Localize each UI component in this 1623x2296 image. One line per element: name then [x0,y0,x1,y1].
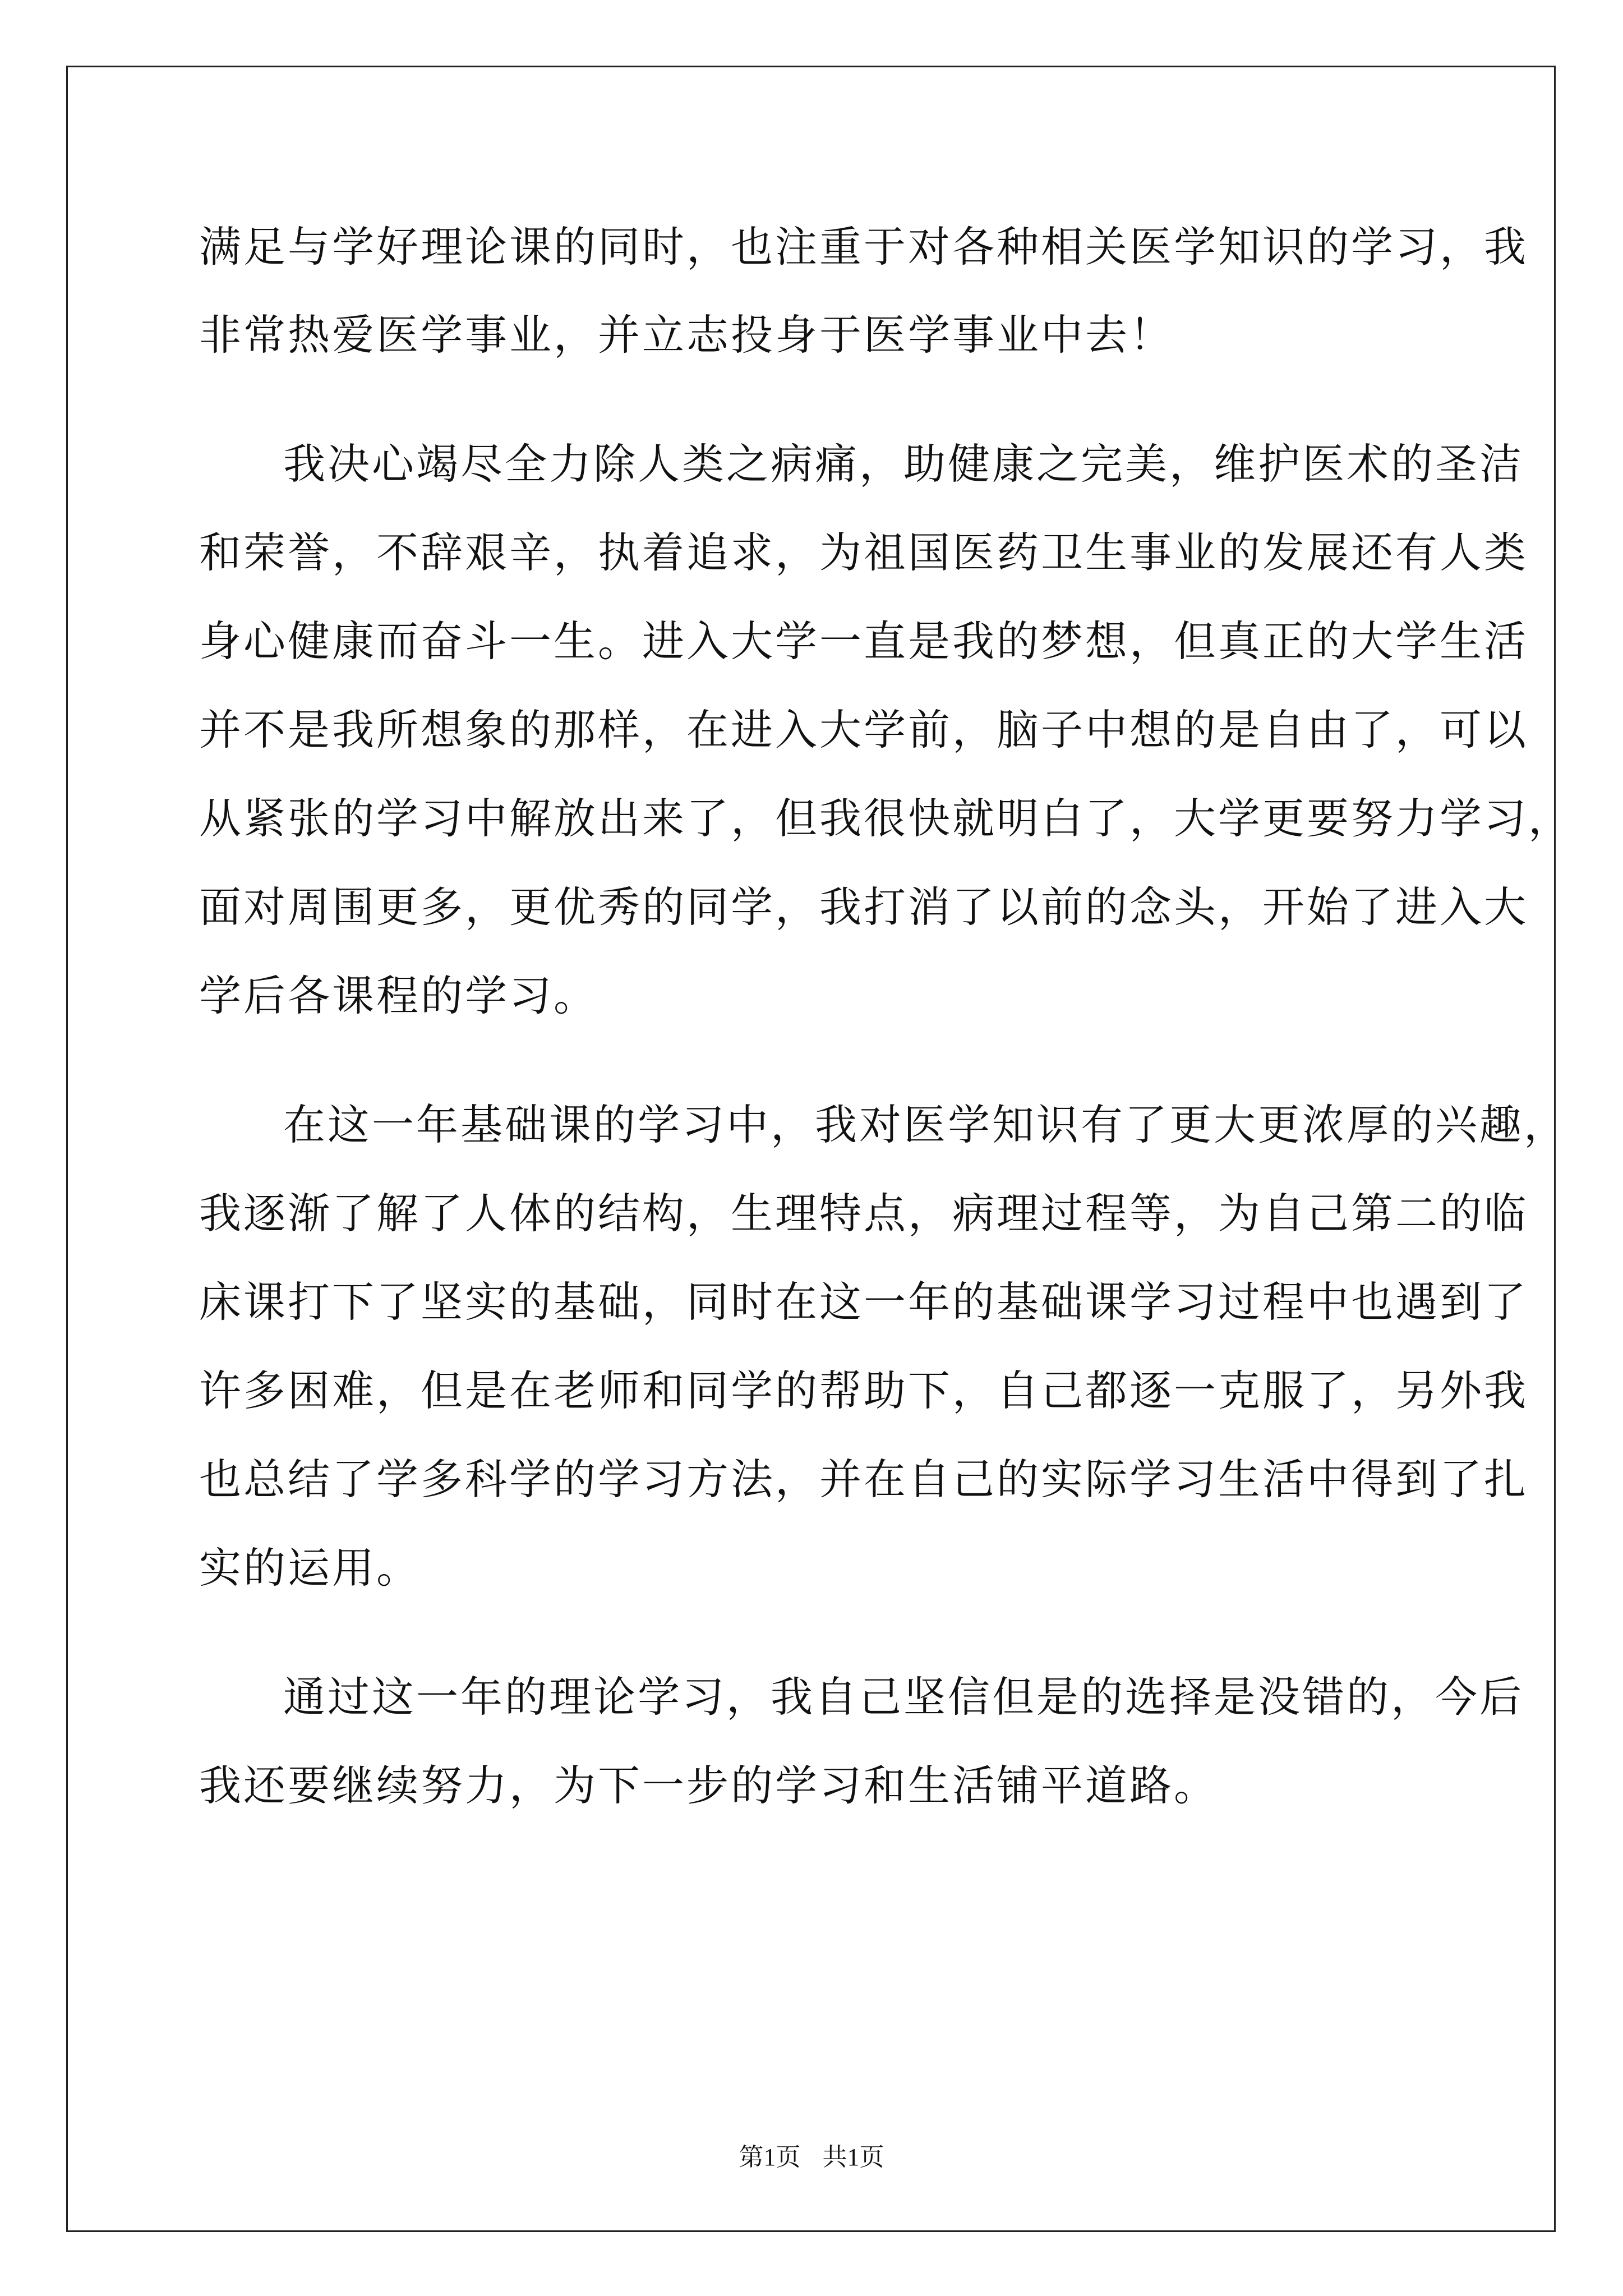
text-line: 从紧张的学习中解放出来了，但我很快就明白了，大学更要努力学习， [199,794,1573,843]
text-line: 许多困难，但是在老师和同学的帮助下，自己都逐一克服了，另外我 [199,1366,1529,1415]
text-line: 非常热爱医学事业，并立志投身于医学事业中去！ [199,310,1174,360]
text-line-indented: 通过这一年的理论学习，我自己坚信但是的选择是没错的，今后 [283,1672,1524,1722]
text-line: 满足与学好理论课的同时，也注重于对各种相关医学知识的学习，我 [199,222,1529,272]
text-line: 面对周围更多，更优秀的同学，我打消了以前的念头，开始了进入大 [199,882,1529,932]
text-line: 床课打下了坚实的基础，同时在这一年的基础课学习过程中也遇到了 [199,1277,1529,1327]
page-number: 第1页 [739,2143,801,2171]
page-footer [0,2142,1623,2173]
text-line: 我还要继续努力，为下一步的学习和生活铺平道路。 [199,1761,1219,1810]
text-line: 学后各课程的学习。 [199,971,598,1020]
text-line-indented: 我决心竭尽全力除人类之病痛，助健康之完美，维护医术的圣洁 [283,439,1524,489]
text-line-indented: 在这一年基础课的学习中，我对医学知识有了更大更浓厚的兴趣， [283,1100,1569,1149]
text-line: 实的运用。 [199,1543,421,1593]
text-line: 并不是我所想象的那样，在进入大学前，脑子中想的是自由了，可以 [199,705,1529,754]
text-line: 也总结了学多科学的学习方法，并在自己的实际学习生活中得到了扎 [199,1455,1529,1504]
page-total: 共1页 [822,2143,884,2171]
text-line: 和荣誉，不辞艰辛，执着追求，为祖国医药卫生事业的发展还有人类 [199,528,1529,577]
text-line: 我逐渐了解了人体的结构，生理特点，病理过程等，为自己第二的临 [199,1189,1529,1238]
text-line: 身心健康而奋斗一生。进入大学一直是我的梦想，但真正的大学生活 [199,616,1529,666]
